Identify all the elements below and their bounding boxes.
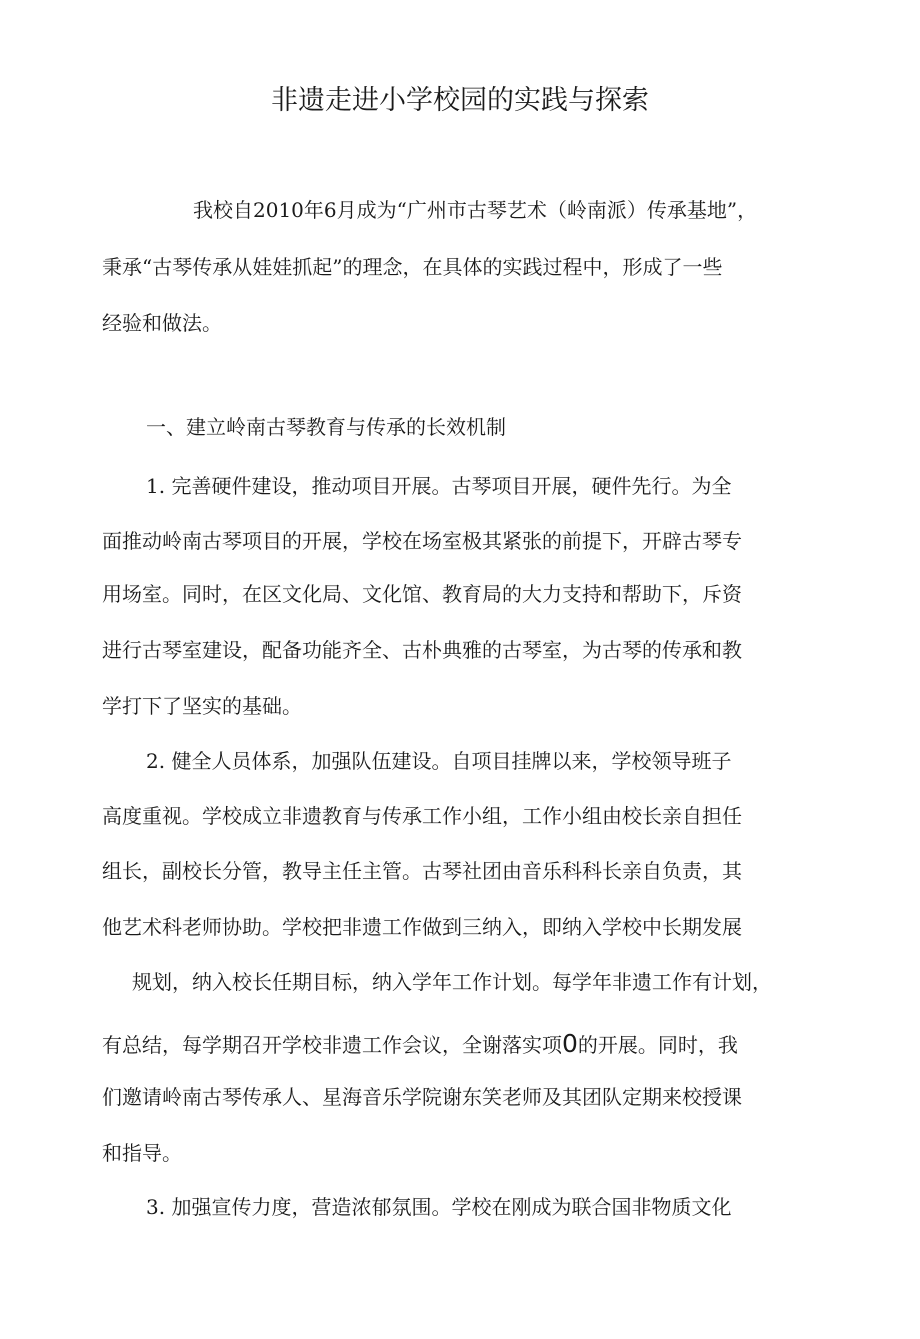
paragraph-line: 们邀请岭南古琴传承人、星海音乐学院谢东笑老师及其团队定期来校授课 (102, 1085, 742, 1109)
paragraph-line: 我校自2010年6月成为“广州市古琴艺术（岭南派）传承基地”， (193, 198, 758, 222)
paragraph-line: 他艺术科老师协助。学校把非遗工作做到三纳入，即纳入学校中长期发展 (102, 915, 742, 939)
paragraph-line: 学打下了坚实的基础。 (102, 694, 302, 718)
paragraph-line: 3. 加强宣传力度，营造浓郁氛围。学校在刚成为联合国非物质文化 (146, 1195, 732, 1219)
paragraph-line: 规划，纳入校长任期目标，纳入学年工作计划。每学年非遗工作有计划， (132, 970, 772, 994)
paragraph-line: 面推动岭南古琴项目的开展，学校在场室极其紧张的前提下，开辟古琴专 (102, 529, 742, 553)
paragraph-line: 经验和做法。 (102, 311, 222, 335)
paragraph-line: 用场室。同时，在区文化局、文化馆、教育局的大力支持和帮助下，斥资 (102, 582, 742, 606)
paragraph-line (102, 1030, 738, 1059)
line-text-before: 有总结，每学期召开学校非遗工作会议，全谢落实项 (102, 1033, 562, 1057)
paragraph-line: 高度重视。学校成立非遗教育与传承工作小组，工作小组由校长亲自担任 (102, 804, 742, 828)
paragraph-line: 秉承“古琴传承从娃娃抓起”的理念，在具体的实践过程中，形成了一些 (102, 255, 723, 279)
paragraph-line: 进行古琴室建设，配备功能齐全、古朴典雅的古琴室，为古琴的传承和教 (102, 638, 742, 662)
line-text-after: 的开展。同时，我 (577, 1033, 738, 1057)
paragraph-line: 2. 健全人员体系，加强队伍建设。自项目挂牌以来，学校领导班子 (146, 749, 732, 773)
section-heading: 一、建立岭南古琴教育与传承的长效机制 (146, 415, 506, 439)
document-title: 非遗走进小学校园的实践与探索 (271, 85, 649, 116)
inline-zero: 0 (562, 1029, 578, 1058)
paragraph-line: 1. 完善硬件建设，推动项目开展。古琴项目开展，硬件先行。为全 (146, 474, 732, 498)
paragraph-line: 和指导。 (102, 1141, 182, 1165)
paragraph-line: 组长，副校长分管，教导主任主管。古琴社团由音乐科科长亲自负责，其 (102, 859, 742, 883)
